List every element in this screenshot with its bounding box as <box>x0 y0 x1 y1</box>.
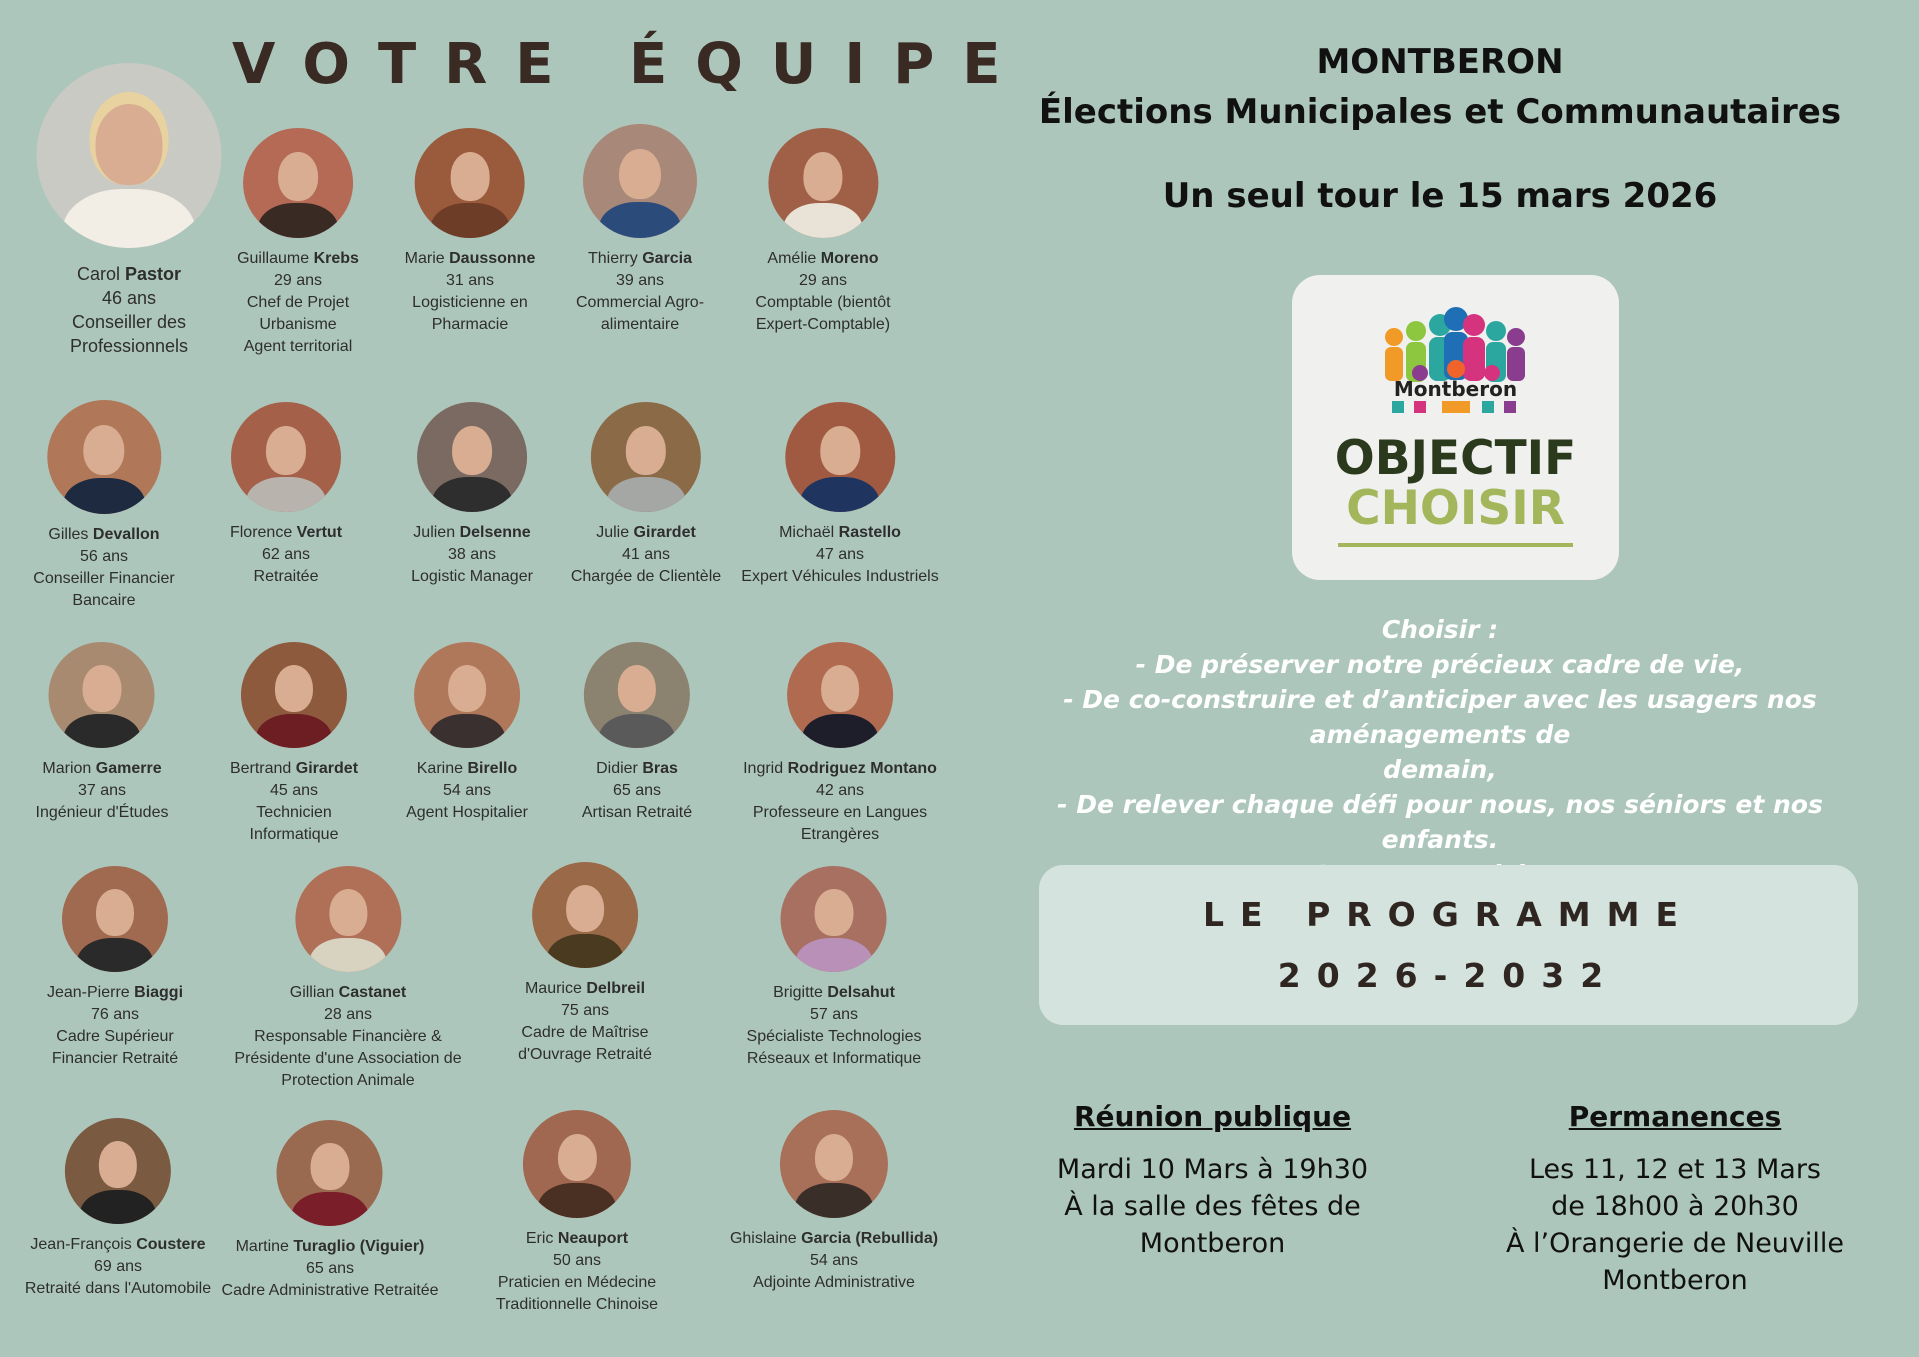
member-last-name: Bras <box>642 760 678 777</box>
permanences-line: Montberon <box>1602 1265 1748 1296</box>
member-name <box>411 522 533 544</box>
member-photo <box>415 128 525 238</box>
team-member <box>582 642 692 824</box>
member-first-name: Thierry <box>587 250 638 267</box>
programme-box <box>1039 865 1858 1025</box>
member-detail: 56 ans <box>79 548 129 565</box>
member-first-name: Julien <box>413 524 456 541</box>
campaign-logo <box>1292 275 1619 580</box>
member-first-name: Maurice <box>524 980 582 997</box>
member-detail: 65 ans <box>305 1260 355 1277</box>
member-first-name: Carol <box>76 264 120 284</box>
member-photo <box>781 866 887 972</box>
member-photo <box>532 862 638 968</box>
member-last-name: Delsenne <box>459 524 531 541</box>
member-photo <box>65 1118 171 1224</box>
team-member <box>33 400 174 612</box>
member-photo <box>787 642 893 748</box>
member-first-name: Amélie <box>767 250 817 267</box>
member-detail: 54 ans <box>442 782 492 799</box>
member-detail: 45 ans <box>269 782 319 799</box>
member-last-name: Moreno <box>820 250 879 267</box>
member-first-name: Marie <box>404 250 445 267</box>
member-detail: Traditionnelle Chinoise <box>495 1296 659 1313</box>
member-last-name: Garcia (Rebullida) <box>801 1230 939 1247</box>
member-last-name: Girardet <box>295 760 359 777</box>
member-detail: Technicien <box>256 804 332 821</box>
team-member <box>237 128 359 358</box>
member-detail: Chef de Projet <box>246 294 350 311</box>
member-name <box>730 1228 938 1250</box>
member-name <box>755 248 890 270</box>
member-detail: 29 ans <box>798 272 848 289</box>
team-member <box>405 128 536 336</box>
logo-word-objectif: OBJECTIF <box>1334 431 1577 486</box>
member-detail: Ingénieur d'Études <box>35 804 169 821</box>
member-first-name: Eric <box>525 1230 554 1247</box>
logo-underline <box>1338 543 1573 547</box>
member-last-name: Turaglio (Viguier) <box>293 1238 425 1255</box>
slogan-line: - De co-construire et d’anticiper avec les usagers nos aménagements de <box>1063 685 1817 749</box>
team-member <box>230 642 358 846</box>
member-detail: Pharmacie <box>431 316 509 333</box>
member-last-name: Vertut <box>296 524 343 541</box>
member-photo <box>243 128 353 238</box>
date-line: Un seul tour le 15 mars 2026 <box>1162 176 1718 216</box>
team-member <box>47 866 183 1070</box>
member-detail: 42 ans <box>815 782 865 799</box>
member-detail: Etrangères <box>800 826 880 843</box>
member-detail: 39 ans <box>615 272 665 289</box>
team-member <box>496 1110 658 1316</box>
member-detail: Expert-Comptable) <box>755 316 891 333</box>
team-member <box>234 866 461 1092</box>
slogan-line: - De relever chaque défi pour nous, nos séniors et nos enfants. <box>1057 790 1823 854</box>
member-last-name: Coustere <box>136 1236 206 1253</box>
team-member <box>37 63 222 358</box>
member-first-name: Martine <box>235 1238 289 1255</box>
member-last-name: Krebs <box>313 250 359 267</box>
member-last-name: Birello <box>467 760 518 777</box>
member-first-name: Didier <box>596 760 638 777</box>
member-photo <box>780 1110 888 1218</box>
permanences-line: À l’Orangerie de Neuville <box>1505 1228 1845 1259</box>
member-last-name: Daussonne <box>449 250 536 267</box>
member-detail: 31 ans <box>445 272 495 289</box>
member-detail: Adjointe Administrative <box>753 1274 915 1291</box>
member-name <box>743 758 937 780</box>
member-last-name: Biaggi <box>134 984 184 1001</box>
logo-word-choisir: CHOISIR <box>1346 481 1565 536</box>
member-last-name: Delbreil <box>586 980 646 997</box>
town-title: MONTBERON <box>1316 42 1564 82</box>
member-photo <box>47 400 161 514</box>
member-detail: Retraitée <box>253 568 319 585</box>
member-first-name: Guillaume <box>237 250 310 267</box>
member-name <box>405 248 536 270</box>
team-member <box>576 124 704 336</box>
member-detail: 28 ans <box>323 1006 373 1023</box>
member-name <box>47 982 183 1004</box>
slogan <box>1000 612 1880 892</box>
member-name <box>576 248 704 270</box>
member-detail: Conseiller des <box>71 312 187 332</box>
team-member <box>25 1118 211 1300</box>
member-detail: Professeure en Langues <box>752 804 928 821</box>
member-name <box>571 522 721 544</box>
member-detail: Logisticienne en <box>412 294 528 311</box>
member-name <box>230 758 358 780</box>
member-detail: Praticien en Médecine <box>497 1274 657 1291</box>
member-name <box>582 758 692 780</box>
member-detail: 47 ans <box>815 546 865 563</box>
member-photo <box>231 402 341 512</box>
member-detail: d'Ouvrage Retraité <box>518 1046 652 1063</box>
member-photo <box>583 124 697 238</box>
member-last-name: Neauport <box>557 1230 629 1247</box>
team-member <box>222 1120 439 1302</box>
member-detail: alimentaire <box>600 316 680 333</box>
member-photo <box>62 866 168 972</box>
member-first-name: Ingrid <box>743 760 784 777</box>
member-photo <box>417 402 527 512</box>
team-member <box>730 1110 938 1294</box>
member-detail: 65 ans <box>612 782 662 799</box>
reunion-line: À la salle des fêtes de Montberon <box>1064 1191 1361 1259</box>
member-detail: Informatique <box>249 826 339 843</box>
member-detail: 62 ans <box>261 546 311 563</box>
member-first-name: Bertrand <box>229 760 292 777</box>
member-detail: 37 ans <box>77 782 127 799</box>
member-photo <box>584 642 690 748</box>
team-member <box>571 402 721 588</box>
member-detail: Bancaire <box>72 592 136 609</box>
member-detail: Professionnels <box>69 336 189 356</box>
member-first-name: Jean-François <box>30 1236 132 1253</box>
member-detail: Comptable (bientôt <box>755 294 891 311</box>
member-detail: Présidente d'une Association de <box>234 1050 462 1067</box>
member-photo <box>277 1120 383 1226</box>
member-detail: Agent territorial <box>243 338 353 355</box>
member-photo <box>37 63 222 248</box>
member-last-name: Pastor <box>125 264 182 284</box>
member-name <box>237 248 359 270</box>
member-name <box>230 522 342 544</box>
member-detail: Artisan Retraité <box>581 804 693 821</box>
member-detail: Chargée de Clientèle <box>570 568 722 585</box>
member-detail: Logistic Manager <box>411 568 533 585</box>
reunion-title: Réunion publique <box>1073 1100 1352 1133</box>
member-detail: 57 ans <box>809 1006 859 1023</box>
member-detail: 50 ans <box>552 1252 602 1269</box>
member-first-name: Gilles <box>48 526 89 543</box>
member-detail: Cadre Administrative Retraitée <box>221 1282 439 1299</box>
member-detail: 75 ans <box>560 1002 610 1019</box>
member-detail: 69 ans <box>93 1258 143 1275</box>
member-photo <box>523 1110 631 1218</box>
member-first-name: Ghislaine <box>729 1230 797 1247</box>
member-detail: Cadre de Maîtrise <box>521 1024 649 1041</box>
team-member <box>747 866 922 1070</box>
member-photo <box>295 866 401 972</box>
member-detail: 46 ans <box>101 288 157 308</box>
team-member <box>743 642 937 846</box>
member-last-name: Gamerre <box>95 760 162 777</box>
reunion-section <box>1000 1100 1425 1262</box>
member-photo <box>768 128 878 238</box>
member-detail: 38 ans <box>447 546 497 563</box>
member-last-name: Devallon <box>92 526 160 543</box>
member-photo <box>785 402 895 512</box>
team-member <box>230 402 342 588</box>
member-name <box>36 758 169 780</box>
team-member <box>755 128 890 336</box>
member-name <box>747 982 922 1004</box>
member-detail: 29 ans <box>273 272 323 289</box>
permanences-line: Les 11, 12 et 13 Mars <box>1528 1154 1822 1185</box>
member-first-name: Brigitte <box>773 984 823 1001</box>
team-member <box>406 642 528 824</box>
programme-title: LE PROGRAMME <box>1203 895 1694 934</box>
member-name <box>25 1234 211 1256</box>
member-detail: Réseaux et Informatique <box>746 1050 922 1067</box>
member-name <box>406 758 528 780</box>
member-detail: Retraité dans l'Automobile <box>24 1280 212 1297</box>
member-last-name: Girardet <box>633 524 696 541</box>
member-detail: 41 ans <box>621 546 671 563</box>
member-name <box>33 524 174 546</box>
permanences-section <box>1490 1100 1860 1299</box>
member-first-name: Jean-Pierre <box>46 984 130 1001</box>
team-member <box>411 402 533 588</box>
member-detail: Responsable Financière & <box>254 1028 442 1045</box>
member-detail: Expert Véhicules Industriels <box>741 568 939 585</box>
permanences-line: de 18h00 à 20h30 <box>1551 1191 1799 1222</box>
slogan-line: Choisir : <box>1381 615 1499 644</box>
team-member <box>36 642 169 824</box>
member-first-name: Karine <box>416 760 463 777</box>
election-title: Élections Municipales et Communautaires <box>1038 92 1842 132</box>
team-title: VOTRE ÉQUIPE <box>232 32 1029 97</box>
member-detail: Cadre Supérieur <box>56 1028 174 1045</box>
member-last-name: Rodriguez Montano <box>787 760 937 777</box>
slogan-line: demain, <box>1383 755 1497 784</box>
member-name <box>741 522 938 544</box>
member-detail: Urbanisme <box>259 316 337 333</box>
member-last-name: Rastello <box>838 524 901 541</box>
member-last-name: Delsahut <box>827 984 895 1001</box>
member-name <box>37 262 222 286</box>
member-name <box>234 982 461 1004</box>
member-photo <box>414 642 520 748</box>
member-detail: 54 ans <box>809 1252 859 1269</box>
member-detail: Agent Hospitalier <box>406 804 528 821</box>
member-first-name: Michaël <box>779 524 835 541</box>
member-name <box>496 1228 658 1250</box>
member-name <box>518 978 652 1000</box>
member-first-name: Florence <box>229 524 293 541</box>
member-detail: 76 ans <box>90 1006 140 1023</box>
member-detail: Financier Retraité <box>51 1050 179 1067</box>
slogan-line: - De préserver notre précieux cadre de vie, <box>1135 650 1745 679</box>
team-member <box>518 862 652 1066</box>
reunion-line: Mardi 10 Mars à 19h30 <box>1056 1154 1369 1185</box>
member-first-name: Marion <box>42 760 92 777</box>
permanences-title: Permanences <box>1568 1100 1782 1133</box>
member-first-name: Gillian <box>289 984 335 1001</box>
member-detail: Spécialiste Technologies <box>746 1028 922 1045</box>
member-last-name: Garcia <box>642 250 693 267</box>
member-detail: Protection Animale <box>281 1072 415 1089</box>
member-last-name: Castanet <box>338 984 407 1001</box>
member-detail: Conseiller Financier <box>33 570 175 587</box>
member-first-name: Julie <box>596 524 630 541</box>
member-photo <box>241 642 347 748</box>
member-photo <box>591 402 701 512</box>
member-name <box>222 1236 439 1258</box>
programme-years: 2026-2032 <box>1277 956 1620 995</box>
team-member <box>741 402 938 588</box>
logo-town: Montberon <box>1393 377 1518 401</box>
member-detail: Commercial Agro- <box>575 294 705 311</box>
member-photo <box>49 642 155 748</box>
